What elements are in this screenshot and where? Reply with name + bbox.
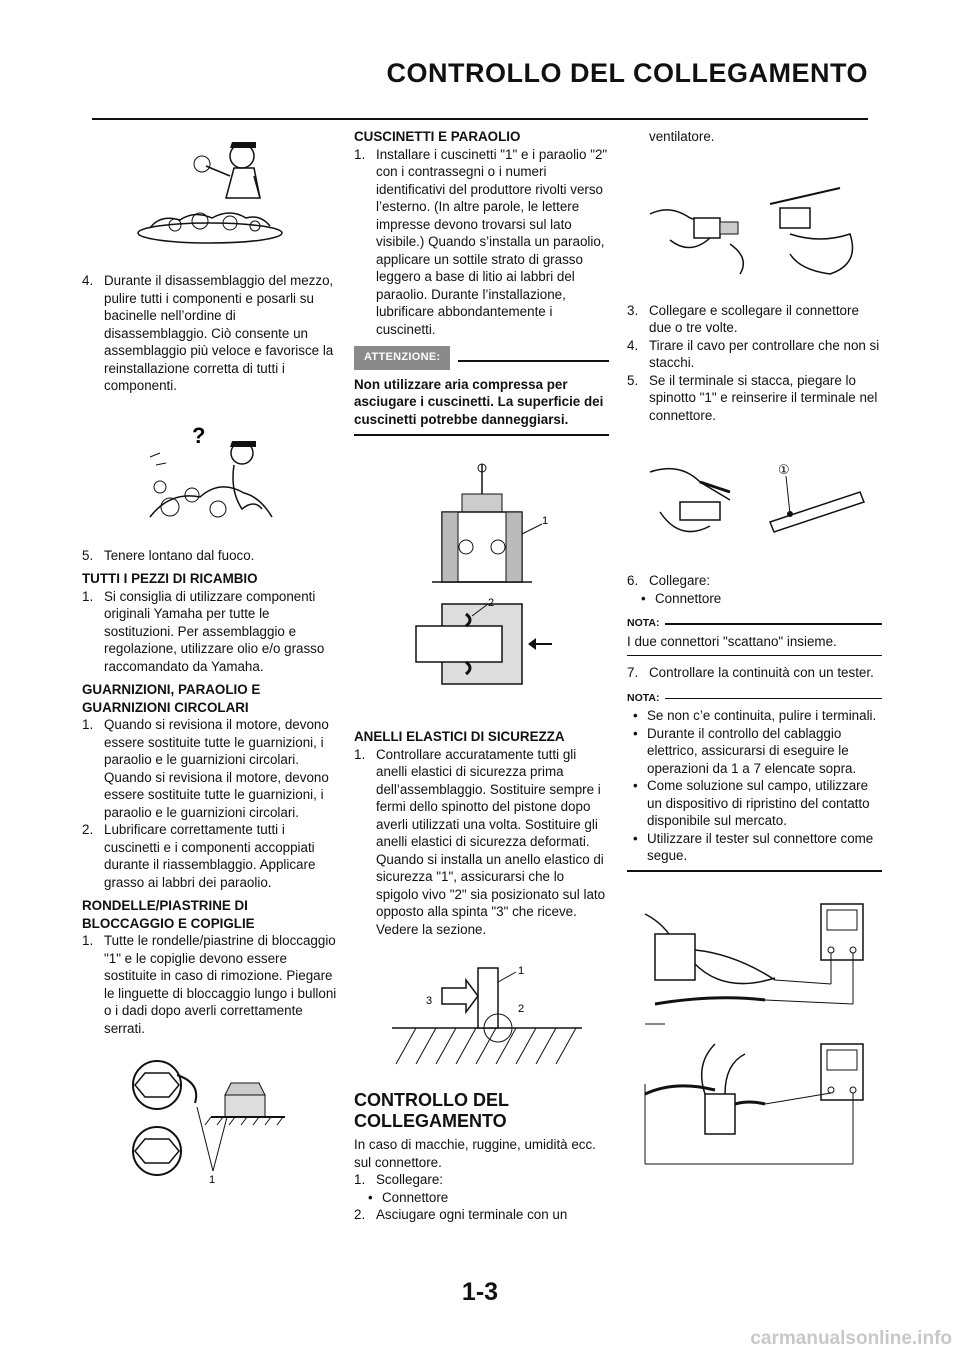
bullet-text: Connettore: [382, 1189, 449, 1205]
continued-text: ventilatore.: [649, 129, 715, 144]
lock-washer-diagram: [125, 1055, 295, 1185]
item-text: Tutte le rondelle/piastrine di bloccaggio "1" e le copiglie devono essere sostituite in caso di rimozione. Piegare le linguette di bloccaggio lungo i bulloni o i dadi dopo averli correttamente serrati.: [104, 933, 337, 1036]
item-text: Scollegare:: [376, 1172, 443, 1187]
item-number: 2.: [354, 1207, 366, 1222]
item-text: Si consiglia di utilizzare componenti originali Yamaha per tutte le sostituzioni. Per assemblaggio e regolazione, utilizzare olio e/o grasso raccomandato da Yamaha.: [104, 588, 325, 674]
nota-bullet: Come soluzione sul campo, utilizzare un dispositivo di ripristino del contatto disponibile sul mercato.: [647, 778, 870, 828]
mechanic-cleaning-illustration: [130, 128, 290, 248]
item-number: 1.: [354, 146, 366, 162]
callout-label: ①: [777, 463, 790, 478]
section-heading-rondelle: RONDELLE/PIASTRINE DI BLOCCAGGIO E COPIGLIE: [82, 898, 255, 931]
bullet-text: Connettore: [655, 590, 722, 606]
watermark: carmanualsonline.info: [750, 1328, 952, 1349]
nota-tag: NOTA:: [627, 617, 660, 629]
item-number: 1.: [82, 588, 94, 604]
page-title: CONTROLLO DEL COLLEGAMENTO: [386, 58, 868, 88]
attenzione-text: Non utilizzare aria compressa per asciugare i cuscinetti. La superficie dei cuscinetti potrebbe danneggiarsi.: [354, 376, 609, 437]
nota-bullet: Durante il controllo del cablaggio elettrico, assicurarsi di eseguire le operazioni da 1 a 7 elencate sopra.: [647, 725, 857, 776]
header-rule: [92, 118, 868, 120]
nota-tag: NOTA:: [627, 691, 660, 704]
callout-label: 2: [487, 597, 494, 609]
column-2: CUSCINETTI E PARAOLIO 1. Installare i cuscinetti "1" e i paraolio "2" con i contrassegni o i numeri identificativi del produttore rivolti verso l’esterno. (In altre parole, le lettere impresse devono trovarsi sul lato visibile.) Quando s’installa un paraolio, applicare un sottile strato di grasso leggero a base di litio ai labbri del paraolio. Durante l’installazione, lubrificare abbondantemente i cuscinetti. ATTENZIONE: Non utilizzare aria compressa per asciugare i cuscinetti. La superficie dei cuscinetti potrebbe danneggiarsi. 1 2 ANELLI ELASTICI DI SICUREZZA 1. Controllare accuratamente tutti gli anelli elastici di sicurezza prima dell’assemblaggio. Sostituire sempre i fermi dello spinotto del pistone dopo averli utilizzati una volta. Sostituire gli anelli elastici di sicurezza deformati. Quando si installa un anello elastico di sicurezza "1", assicurarsi che lo spigolo vivo "2" sia posizionato sul lato opposto alla spinta "3" che riceve. Vedere la sezione. 1 2 3 CONTROLLO DEL COLLEGAMENTO In caso di macchie, ruggine, umidità ecc. sul connettore. 1. Scollegare: • Connettore 2. Asciugare ogni terminale con un: [354, 129, 608, 1222]
callout-label: 3: [425, 995, 432, 1007]
nota-text: I due connettori "scattano" insieme.: [627, 633, 882, 657]
item-text: Collegare e scollegare il connettore due o tre volte.: [649, 302, 859, 335]
callout-label: 1: [517, 965, 524, 977]
section-heading-ricambio: TUTTI I PEZZI DI RICAMBIO: [82, 571, 258, 586]
attenzione-tag: ATTENZIONE:: [354, 346, 450, 370]
item-text: Tenere lontano dal fuoco.: [104, 547, 255, 563]
item-number: 1.: [82, 933, 94, 948]
item-number: 4.: [82, 273, 94, 288]
item-number: 6.: [627, 573, 639, 588]
nota-bullet: Utilizzare il tester sul connettore come segue.: [647, 830, 874, 863]
column-1: [82, 128, 337, 1185]
item-number: 5.: [627, 372, 639, 388]
item-text: Se il terminale si stacca, piegare lo spinotto "1" e reinserire il terminale nel connettore.: [649, 372, 878, 423]
item-text: Controllare accuratamente tutti gli anelli elastici di sicurezza prima dell’assemblaggio. Sostituire sempre i fermi dello spinotto del pistone dopo averli utilizzati una volta. Sostituire gli anelli elastici di sicurezza deformati. Quando si installa un anello elastico di sicurezza "1", assicurarsi che lo spigolo vivo "2" sia posizionato sul lato opposto alla spinta "3" che riceve. Vedere la sezione.: [376, 746, 606, 937]
page-number: 1-3: [461, 1278, 499, 1306]
nota-box-1: [627, 615, 882, 656]
item-number: 7.: [627, 665, 639, 680]
terminal-pin-illustration: [640, 452, 870, 552]
section-heading-guarnizioni: GUARNIZIONI, PARAOLIO E GUARNIZIONI CIRCOLARI: [82, 682, 261, 715]
callout-label: 1: [541, 515, 548, 527]
item-number: 2.: [82, 822, 94, 837]
section-heading-anelli: ANELLI ELASTICI DI SICUREZZA: [354, 729, 565, 744]
item-number: 5.: [82, 547, 94, 563]
section-heading-cuscinetti: CUSCINETTI E PARAOLIO: [354, 129, 521, 144]
item-text: Quando si revisiona il motore, devono essere sostituite tutte le guarnizioni, i paraolio e le guarnizioni circolari. Quando si revisiona il motore, devono essere sostituite tutte le guarnizioni, i paraolio e le guarnizioni circolari.: [104, 717, 329, 820]
svg-text:?: ?: [191, 422, 205, 448]
item-text: Tirare il cavo per controllare che non si stacchi.: [649, 337, 880, 370]
column-3: ventilatore. 3. Collegare e scollegare il connettore due o tre volte. 4. Tirare il cavo per controllare che non si stacchi. 5. Se il terminale si stacca, piegare lo spinotto "1" e reinserire il terminale nel connettore. ① 6. Collegare: • Connettore NOTA: I due connettori "scattano" insieme. 7. Controllare la continuità con un tester. NOTA: • Se non c’e continuita, pulire i terminali. • Durante il controllo del cablaggio elettrico, assicurarsi di eseguire le operazioni da 1 a 7 elencate sopra. • Come soluzione sul campo, utilizzare un dispositivo di ripristino del contatto disponibile sul mercato. • Utilizzare il tester sul connettore come segue.: [627, 128, 882, 1169]
attenzione-box: [354, 346, 609, 436]
collegamento-intro: In caso di macchie, ruggine, umidità ecc. sul connettore.: [354, 1137, 596, 1170]
item-number: 3.: [627, 302, 639, 318]
tester-connection-diagram: [635, 894, 875, 1169]
item-text: Durante il disassemblaggio del mezzo, pulire tutti i componenti e posarli su bacinelle nell’ordine di disassemblaggio. Ciò consente un assemblaggio più veloce e favorisce la reinstallazione corretta di tutti i componenti.: [104, 273, 334, 393]
nota-box-2: NOTA: • Se non c’e continuita, pulire i terminali. • Durante il controllo del cablaggio elettrico, assicurarsi di eseguire le operazioni da 1 a 7 elencate sopra. • Come soluzione sul campo, utilizzare un dispositivo di ripristino del contatto disponibile sul mercato. • Utilizzare il tester sul connettore come segue.: [627, 690, 882, 872]
item-number: 4.: [627, 337, 639, 353]
item-text: Lubrificare correttamente tutti i cuscinetti e i componenti accoppiati durante il riassemblaggio. Applicare grasso ai labbri dei paraolio.: [104, 822, 316, 890]
nota-bullet: Se non c’e continuita, pulire i terminali.: [647, 708, 877, 723]
item-number: 1.: [354, 746, 366, 762]
confused-mechanic-illustration: [130, 417, 290, 537]
item-number: 1.: [82, 717, 94, 732]
circlip-diagram: [382, 958, 582, 1068]
item-text: Installare i cuscinetti "1" e i paraolio "2" con i contrassegni o i numeri identificativi del produttore rivolti verso l’esterno. (In altre parole, le lettere impresse devono trovarsi sul lato visibile.) Quando s’installa un paraolio, applicare un sottile strato di grasso leggero a base di litio ai labbri del paraolio. Durante l’installazione, lubrificare abbondantemente i cuscinetti.: [376, 146, 608, 337]
section-heading-collegamento: CONTROLLO DEL COLLEGAMENTO: [354, 1090, 509, 1131]
connector-drying-illustration: [640, 174, 870, 284]
item-text: Collegare:: [649, 573, 711, 588]
bearing-installation-diagram: [402, 454, 562, 724]
callout-label: 2: [517, 1003, 524, 1015]
item-text: Controllare la continuità con un tester.: [649, 665, 874, 680]
item-text: Asciugare ogni terminale con un: [376, 1207, 568, 1222]
callout-label: 1: [208, 1174, 215, 1185]
item-number: 1.: [354, 1172, 366, 1187]
